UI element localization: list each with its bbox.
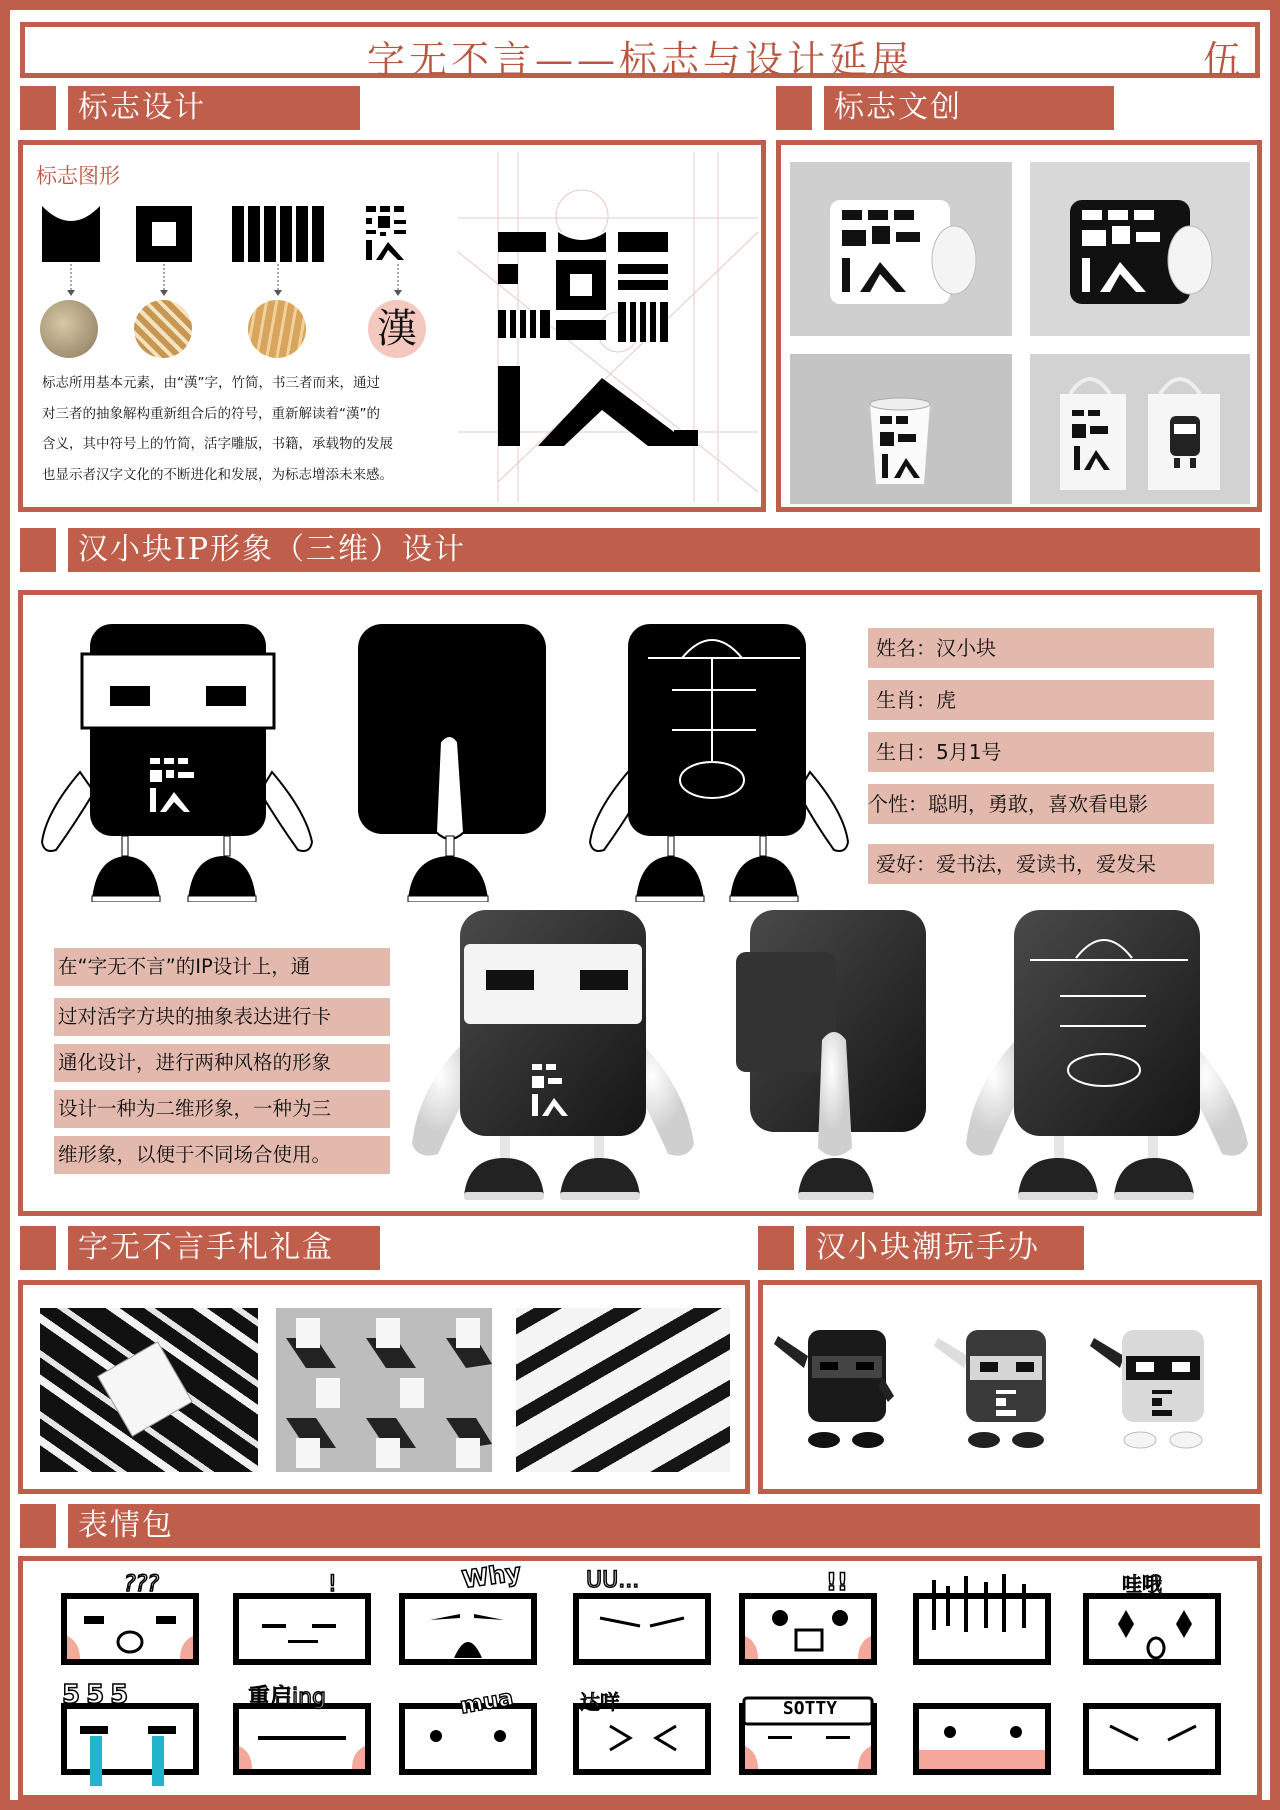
page-title: 字无不言——标志与设计延展	[366, 38, 913, 82]
section-title: 汉小块潮玩手办	[806, 1226, 1084, 1270]
logo-description	[42, 368, 432, 490]
info-birthday: 生日：5月1号	[868, 732, 1214, 772]
desc-line: 含义，其中符号上的竹简，活字雕版，书籍，承载物的发展	[42, 436, 393, 452]
page-number: 伍	[1202, 38, 1241, 82]
story-line: 维形象，以便于不同场合使用。	[54, 1136, 390, 1174]
figure-white	[1090, 1330, 1204, 1448]
sticker-caption: 哇哦	[1122, 1572, 1162, 1596]
header-square	[758, 1226, 794, 1270]
mousepad-black-art	[1030, 162, 1250, 336]
info-zodiac: 生肖：虎	[868, 680, 1214, 720]
sticker-caption: mua	[458, 1685, 516, 1720]
sticker-caption: !!	[826, 1568, 848, 1596]
gift-box-photo-2-art	[276, 1308, 492, 1472]
character-3d-back	[958, 908, 1258, 1204]
section-title: 表情包	[68, 1504, 1260, 1548]
header-square	[20, 86, 56, 130]
han-glyph-circle	[368, 300, 426, 358]
desc-line: 标志所用基本元素，由“漢”字，竹简，书三者而来，通过	[42, 375, 380, 391]
sticker-caption: ???	[124, 1572, 160, 1597]
character-2d-side	[354, 622, 554, 902]
story-line: 设计一种为二维形象，一种为三	[54, 1090, 390, 1128]
story-line: 过对活字方块的抽象表达进行卡	[54, 998, 390, 1036]
section-title: 字无不言手札礼盒	[68, 1226, 380, 1270]
story-line: 在“字无不言”的IP设计上，通	[54, 948, 390, 986]
gift-box-photo-2	[276, 1308, 492, 1472]
desc-line: 也显示者汉字文化的不断进化和发展，为标志增添未来感。	[42, 466, 393, 483]
cup-art	[790, 354, 1012, 504]
mousepad-white-art	[790, 162, 1012, 336]
section-header-stickers	[20, 1504, 1260, 1548]
mousepad-black-photo	[1030, 162, 1250, 336]
han-glyph: 漢	[377, 306, 417, 352]
sticker-caption: !	[328, 1572, 337, 1597]
logo-subtitle: 标志图形	[36, 164, 120, 188]
info-hobby: 爱好：爱书法，爱读书，爱发呆	[868, 844, 1214, 884]
figure-black	[774, 1330, 894, 1448]
sticker-caption: 555	[62, 1680, 135, 1710]
tote-bags-art	[1030, 354, 1250, 504]
bamboo-photo	[248, 300, 306, 358]
section-header-logo-merch	[776, 86, 1114, 130]
woodblock-photo	[134, 300, 192, 358]
desc-line: 对三者的抽象解构重新组合后的符号，重新解读着“漢”的	[42, 405, 380, 422]
section-title: 标志文创	[824, 86, 1114, 130]
gift-box-card	[97, 1341, 193, 1437]
character-3d-front	[404, 908, 704, 1204]
book-photo	[40, 300, 98, 358]
sticker-grid	[40, 1566, 1250, 1792]
section-header-figures	[758, 1226, 1084, 1270]
figures-art	[768, 1316, 1252, 1456]
section-header-logo-design	[20, 86, 360, 130]
mousepad-white-photo	[790, 162, 1012, 336]
section-header-ip-design	[20, 528, 1260, 572]
character-2d-front	[36, 622, 326, 902]
header-square	[20, 1504, 56, 1548]
logo-grid-diagram	[458, 152, 758, 502]
figure-gray	[934, 1330, 1046, 1448]
info-name: 姓名：汉小块	[868, 628, 1214, 668]
title-bar	[20, 22, 1260, 82]
info-personality: 个性：聪明，勇敢，喜欢看电影	[868, 784, 1214, 824]
sticker-caption: 达咩	[580, 1690, 620, 1714]
story-line: 通化设计，进行两种风格的形象	[54, 1044, 390, 1082]
sticker-caption: UU...	[586, 1568, 640, 1593]
header-square	[20, 528, 56, 572]
section-title: 汉小块IP形象（三维）设计	[68, 528, 1260, 572]
character-2d-back	[584, 622, 854, 902]
cup-photo	[790, 354, 1012, 504]
sticker-caption: 重启ing	[248, 1685, 327, 1710]
gift-box-photo-1	[40, 1308, 258, 1472]
sticker-caption: Why	[460, 1558, 523, 1594]
section-title: 标志设计	[68, 86, 360, 130]
character-3d-side	[730, 908, 940, 1204]
section-header-gift-box	[20, 1226, 380, 1270]
header-square	[20, 1226, 56, 1270]
header-square	[776, 86, 812, 130]
gift-box-photo-3	[516, 1308, 730, 1472]
tote-bags-photo	[1030, 354, 1250, 504]
sticker-caption: SOTTY	[782, 1698, 838, 1719]
